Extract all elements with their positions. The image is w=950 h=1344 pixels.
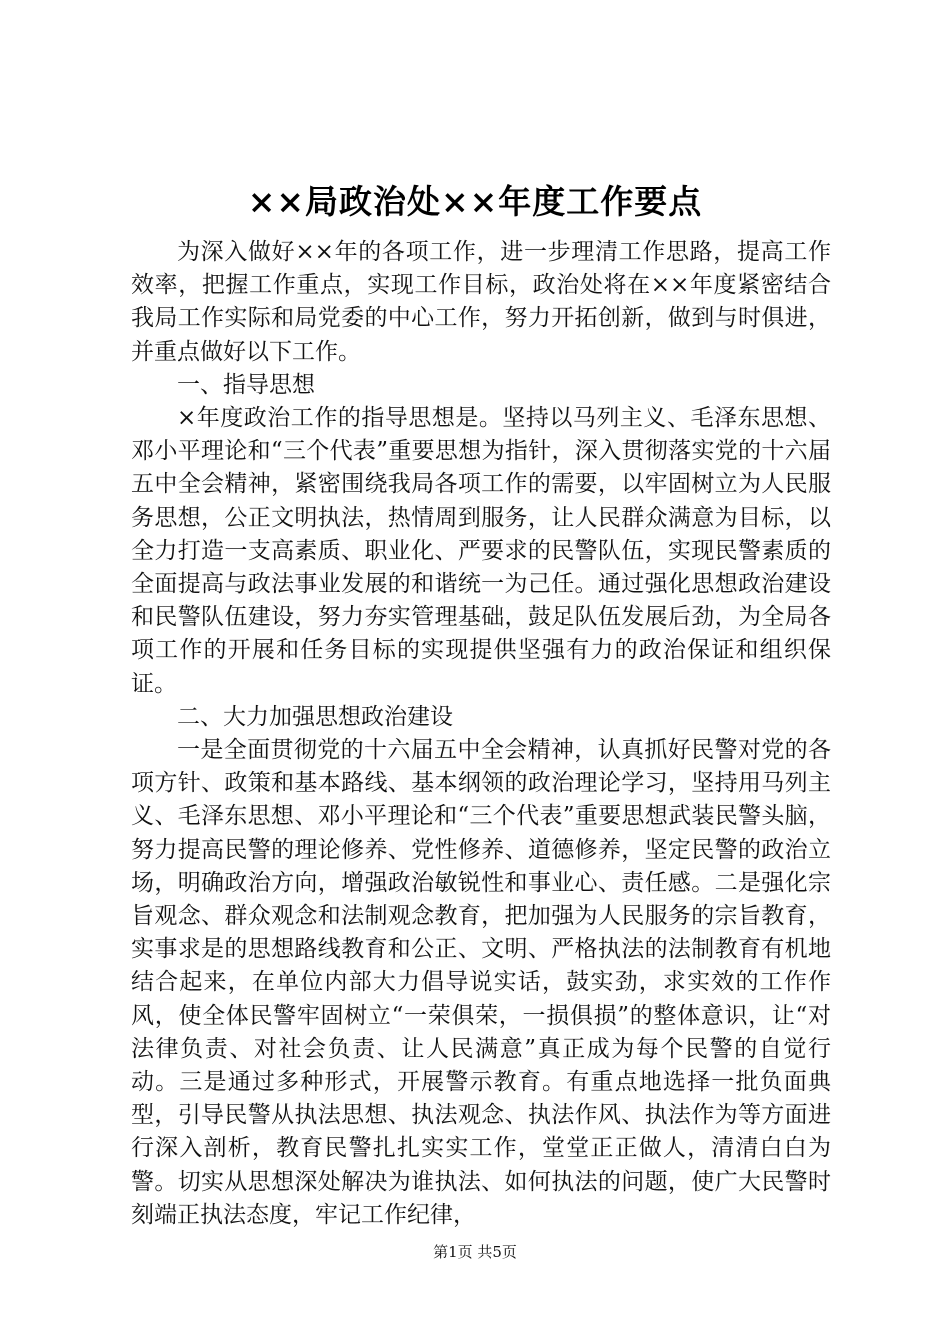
paragraph-political-building: 一是全面贯彻党的十六届五中全会精神，认真抓好民警对党的各项方针、政策和基本路线、基本纲领的政治理论学习，坚持用马列主义、毛泽东思想、邓小平理论和“三个代表”重要思想武装民警头脑，努力提高民警的理论修养、党性修养、道德修养，坚定民警的政治立场，明确政治方向，增强政治敏锐性和事业心、责任感。二是强化宗旨观念、群众观念和法制观念教育，把加强为人民服务的宗旨教育，实事求是的思想路线教育和公正、文明、严格执法的法制教育有机地结合起来，在单位内部大力倡导说实话，鼓实劲，求实效的工作作风，使全体民警牢固树立“一荣俱荣，一损俱损”的整体意识，让“对法律负责、对社会负责、让人民满意”真正成为每个民警的自觉行动。三是通过多种形式，开展警示教育。有重点地选择一批负面典型，引导民警从执法思想、执法观念、执法作风、执法作为等方面进行深入剖析，教育民警扎扎实实工作，堂堂正正做人，清清白白为警。切实从思想深处解决为谁执法、如何执法的问题，使广大民警时刻端正执法态度，牢记工作纪律，	[131, 737, 831, 1228]
page-footer: 第1页 共5页	[433, 1243, 517, 1261]
paragraph-intro: 为深入做好××年的各项工作，进一步理清工作思路，提高工作效率，把握工作重点，实现工作目标，政治处将在××年度紧密结合我局工作实际和局党委的中心工作，努力开拓创新，做到与时俱进，并重点做好以下工作。	[131, 239, 831, 365]
document-body	[131, 236, 831, 1232]
paragraph-guiding-thought: ×年度政治工作的指导思想是。坚持以马列主义、毛泽东思想、邓小平理论和“三个代表”重要思想为指针，深入贯彻落实党的十六届五中全会精神，紧密围绕我局各项工作的需要，以牢固树立为人民服务思想，公正文明执法，热情周到服务，让人民群众满意为目标，以全力打造一支高素质、职业化、严要求的民警队伍，实现民警素质的全面提高与政法事业发展的和谐统一为己任。通过强化思想政治建设和民警队伍建设，努力夯实管理基础，鼓足队伍发展后劲，为全局各项工作的开展和任务目标的实现提供坚强有力的政治保证和组织保证。	[131, 405, 831, 697]
section-heading-guiding-thought: 一、指导思想	[177, 371, 315, 398]
section-heading-political-building: 二、大力加强思想政治建设	[177, 703, 453, 730]
document-title: ××局政治处××年度工作要点	[247, 182, 703, 221]
